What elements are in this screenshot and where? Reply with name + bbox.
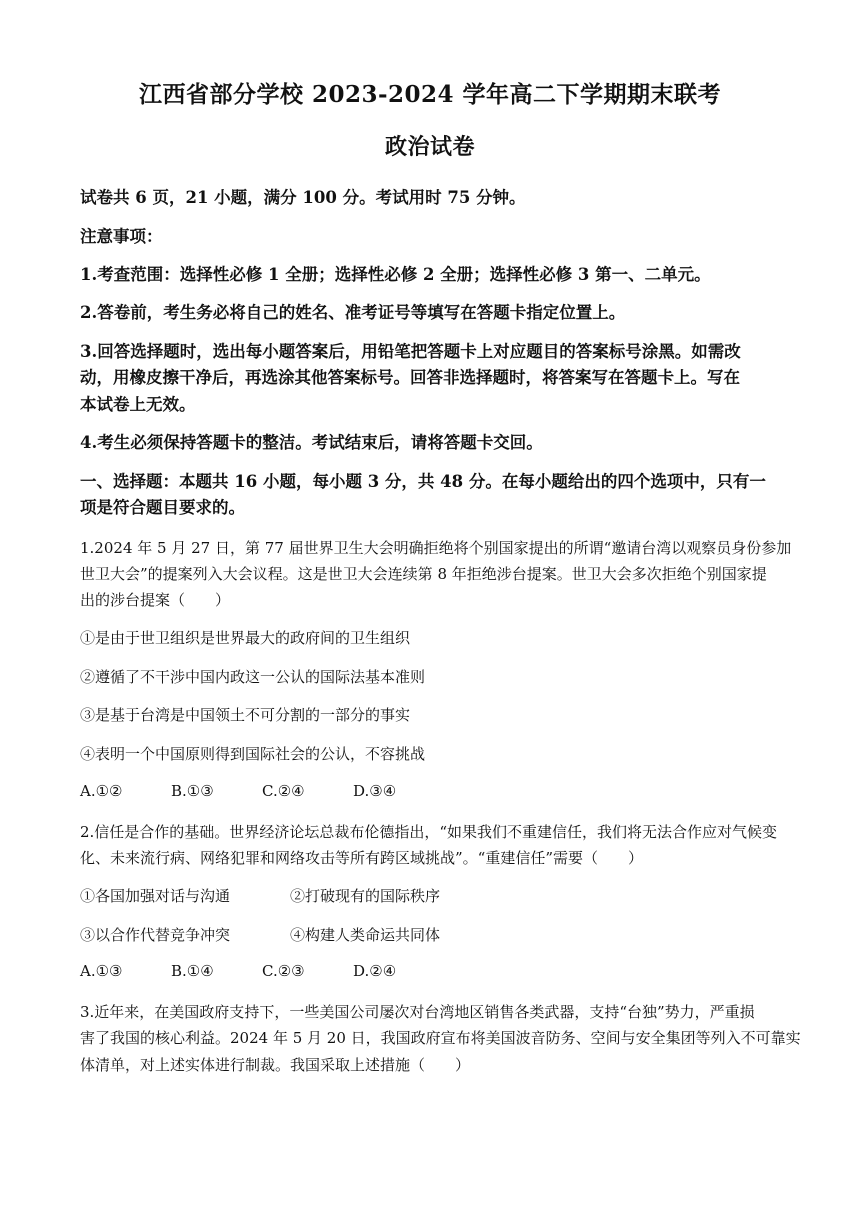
question-3-stem: 害了我国的核心利益。2024 年 5 月 20 日，我国政府宣布将美国波音防务、空间与安全集团等列入不可靠实	[80, 1029, 801, 1047]
notice-item-continued: 本试卷上无效。	[80, 395, 196, 414]
notice-item: 1.考查范围：选择性必修 1 全册；选择性必修 2 全册；选择性必修 3 第一、二单元。	[80, 265, 711, 284]
question-1-statement: ①是由于世卫组织是世界最大的政府间的卫生组织	[80, 629, 411, 647]
notice-item: 3.回答选择题时，选出每小题答案后，用铅笔把答题卡上对应题目的答案标号涂黑。如需改	[80, 342, 741, 361]
question-3-stem: 3.近年来，在美国政府支持下，一些美国公司屡次对台湾地区销售各类武器，支持“台独”势力，严重损	[80, 1003, 755, 1021]
notice-heading: 注意事项：	[80, 227, 163, 246]
question-1-statement: ③是基于台湾是中国领土不可分割的一部分的事实	[80, 706, 411, 724]
question-2-stem: 2.信任是合作的基础。世界经济论坛总裁布伦德指出，“如果我们不重建信任，我们将无法合作应对气候变	[80, 823, 777, 841]
notice-item-continued: 动，用橡皮擦干净后，再选涂其他答案标号。回答非选择题时，将答案写在答题卡上。写在	[80, 368, 740, 387]
question-1-stem: 1.2024 年 5 月 27 日，第 77 届世界卫生大会明确拒绝将个别国家提出的所谓“邀请台湾以观察员身份参加	[80, 539, 792, 557]
option-d: D.③④	[353, 782, 397, 800]
option-a: A.①③	[80, 962, 123, 980]
exam-title: 江西省部分学校 2023-2024 学年高二下学期期末联考	[138, 81, 722, 108]
question-2-statement: ④构建人类命运共同体	[290, 926, 441, 944]
notice-item: 4.考生必须保持答题卡的整洁。考试结束后，请将答题卡交回。	[80, 433, 543, 452]
notice-item: 2.答卷前，考生务必将自己的姓名、准考证号等填写在答题卡指定位置上。	[80, 303, 626, 322]
option-a: A.①②	[80, 782, 123, 800]
question-2-statement-row	[80, 924, 440, 945]
option-b: B.①④	[171, 962, 214, 980]
question-2-stem: 化、未来流行病、网络犯罪和网络攻击等所有跨区域挑战”。“重建信任”需要（ ）	[80, 849, 644, 867]
exam-summary: 试卷共 6 页，21 小题，满分 100 分。考试用时 75 分钟。	[80, 188, 526, 207]
question-2-statement: ③以合作代替竞争冲突	[80, 926, 231, 944]
question-2-statement-row	[80, 885, 440, 906]
question-1-statement: ②遵循了不干涉中国内政这一公认的国际法基本准则	[80, 668, 426, 686]
question-1-stem: 出的涉台提案（ ）	[80, 591, 231, 609]
section-heading-continued: 项是符合题目要求的。	[80, 498, 245, 517]
section-heading: 一、选择题：本题共 16 小题，每小题 3 分，共 48 分。在每小题给出的四个选项中，只有一	[80, 472, 766, 491]
option-c: C.②④	[262, 782, 305, 800]
question-1-options	[80, 782, 444, 800]
exam-subtitle: 政治试卷	[384, 134, 475, 160]
option-d: D.②④	[353, 962, 397, 980]
question-2-statement: ①各国加强对话与沟通	[80, 887, 231, 905]
question-2-options	[80, 962, 444, 980]
question-1-statement: ④表明一个中国原则得到国际社会的公认，不容挑战	[80, 745, 426, 763]
option-b: B.①③	[171, 782, 214, 800]
option-c: C.②③	[262, 962, 305, 980]
question-1-stem: 世卫大会”的提案列入大会议程。这是世卫大会连续第 8 年拒绝涉台提案。世卫大会多次拒绝个别国家提	[80, 565, 767, 583]
question-2-statement: ②打破现有的国际秩序	[290, 887, 441, 905]
question-3-stem: 体清单，对上述实体进行制裁。我国采取上述措施（ ）	[80, 1056, 471, 1074]
